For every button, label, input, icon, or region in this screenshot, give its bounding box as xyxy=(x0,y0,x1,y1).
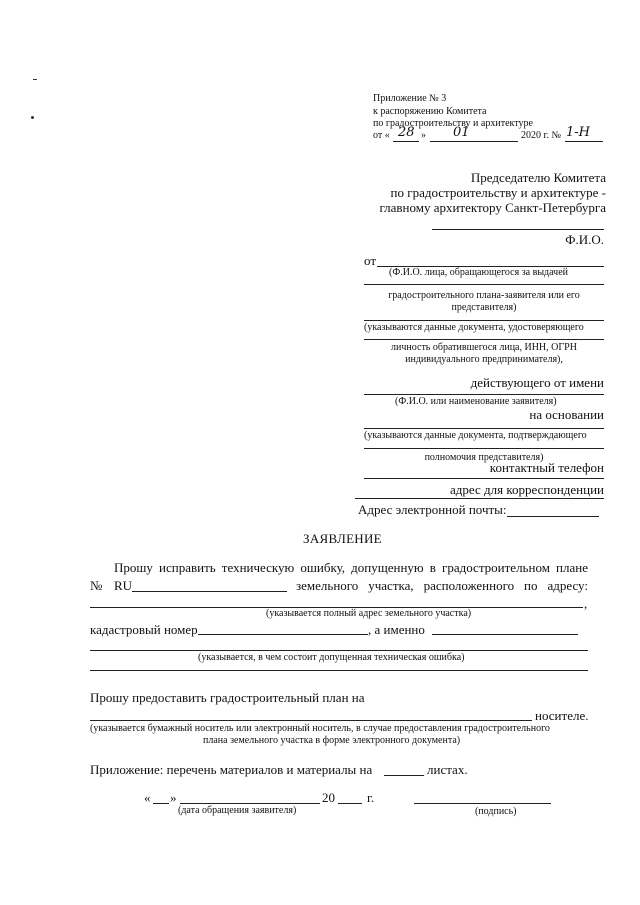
from-label: от xyxy=(364,253,377,268)
address-label: адрес для корреспонденции xyxy=(450,482,604,497)
phone-label: контактный телефон xyxy=(489,460,604,475)
year-prefix: 20 xyxy=(322,790,335,805)
date-close: » xyxy=(170,790,177,805)
margin-mark xyxy=(33,79,37,80)
hint-carrier2: плана земельного участка в форме электронного документа) xyxy=(203,735,461,746)
from-hint8: (указываются данные документа, подтверждающего xyxy=(364,430,587,441)
body-p1-line2: земельного участка, расположенного по адресу: xyxy=(296,578,588,593)
appendix-day: 28 xyxy=(398,125,415,140)
body-comma: , xyxy=(584,596,588,611)
document-title: ЗАЯВЛЕНИЕ xyxy=(303,531,382,546)
email-label: Адрес электронной почты: xyxy=(358,502,507,517)
appendix-month: 01 xyxy=(453,125,470,140)
body-no: № xyxy=(90,578,103,593)
namely-label: , а именно xyxy=(368,622,425,637)
margin-dot xyxy=(31,116,34,119)
year-suffix: г. xyxy=(367,790,375,805)
body-ru: RU xyxy=(114,578,133,593)
hint-address: (указывается полный адрес земельного участка) xyxy=(266,608,472,619)
sheets-label: листах. xyxy=(427,762,468,777)
acting-label: действующего от имени xyxy=(470,375,604,390)
from-hint9: полномочия представителя) xyxy=(424,452,544,463)
appendix-year: 2020 г. № xyxy=(521,130,562,141)
from-hint7: (Ф.И.О. или наименование заявителя) xyxy=(395,396,557,407)
cadastral-label: кадастровый номер xyxy=(90,622,198,637)
date-open: « xyxy=(144,790,151,805)
provide-text: Прошу предоставить градостроительный план на xyxy=(90,690,365,705)
hint-error: (указывается, в чем состоит допущенная техническая ошибка) xyxy=(198,652,465,663)
from-hint2: градостроительного плана-заявителя или его xyxy=(388,290,580,301)
addressee-line2: по градостроительству и архитектуре - xyxy=(390,185,606,200)
appendix-line3: по градостроительству и архитектуре xyxy=(373,118,533,129)
from-hint3: представителя) xyxy=(451,302,517,313)
appendix-line1: Приложение № 3 xyxy=(373,93,447,104)
hint-sign: (подпись) xyxy=(475,806,517,817)
basis-label: на основании xyxy=(529,407,604,422)
from-hint6: индивидуального предпринимателя), xyxy=(405,354,563,365)
appendix-number: 1-Н xyxy=(566,125,591,140)
appendix-line2: к распоряжению Комитета xyxy=(373,106,487,117)
from-hint4: (указываются данные документа, удостоверяющего xyxy=(364,322,584,333)
body-p1-line1: Прошу исправить техническую ошибку, допущенную в градостроительном плане xyxy=(114,560,588,575)
from-hint1: (Ф.И.О. лица, обращающегося за выдачей xyxy=(389,267,568,278)
addressee-fio: Ф.И.О. xyxy=(565,232,604,247)
from-hint5: личность обратившегося лица, ИНН, ОГРН xyxy=(391,342,577,353)
addressee-line3: главному архитектору Санкт-Петербурга xyxy=(379,200,606,215)
addressee-line1: Председателю Комитета xyxy=(470,170,606,185)
carrier-label: носителе. xyxy=(535,708,589,723)
attachment-label: Приложение: перечень материалов и материалы на xyxy=(90,762,373,777)
hint-carrier1: (указывается бумажный носитель или электронный носитель, в случае предоставления градостроительного xyxy=(90,723,550,734)
appendix-date-mid: » xyxy=(421,130,426,141)
hint-date: (дата обращения заявителя) xyxy=(178,805,297,816)
appendix-date-prefix: от « xyxy=(373,130,390,141)
